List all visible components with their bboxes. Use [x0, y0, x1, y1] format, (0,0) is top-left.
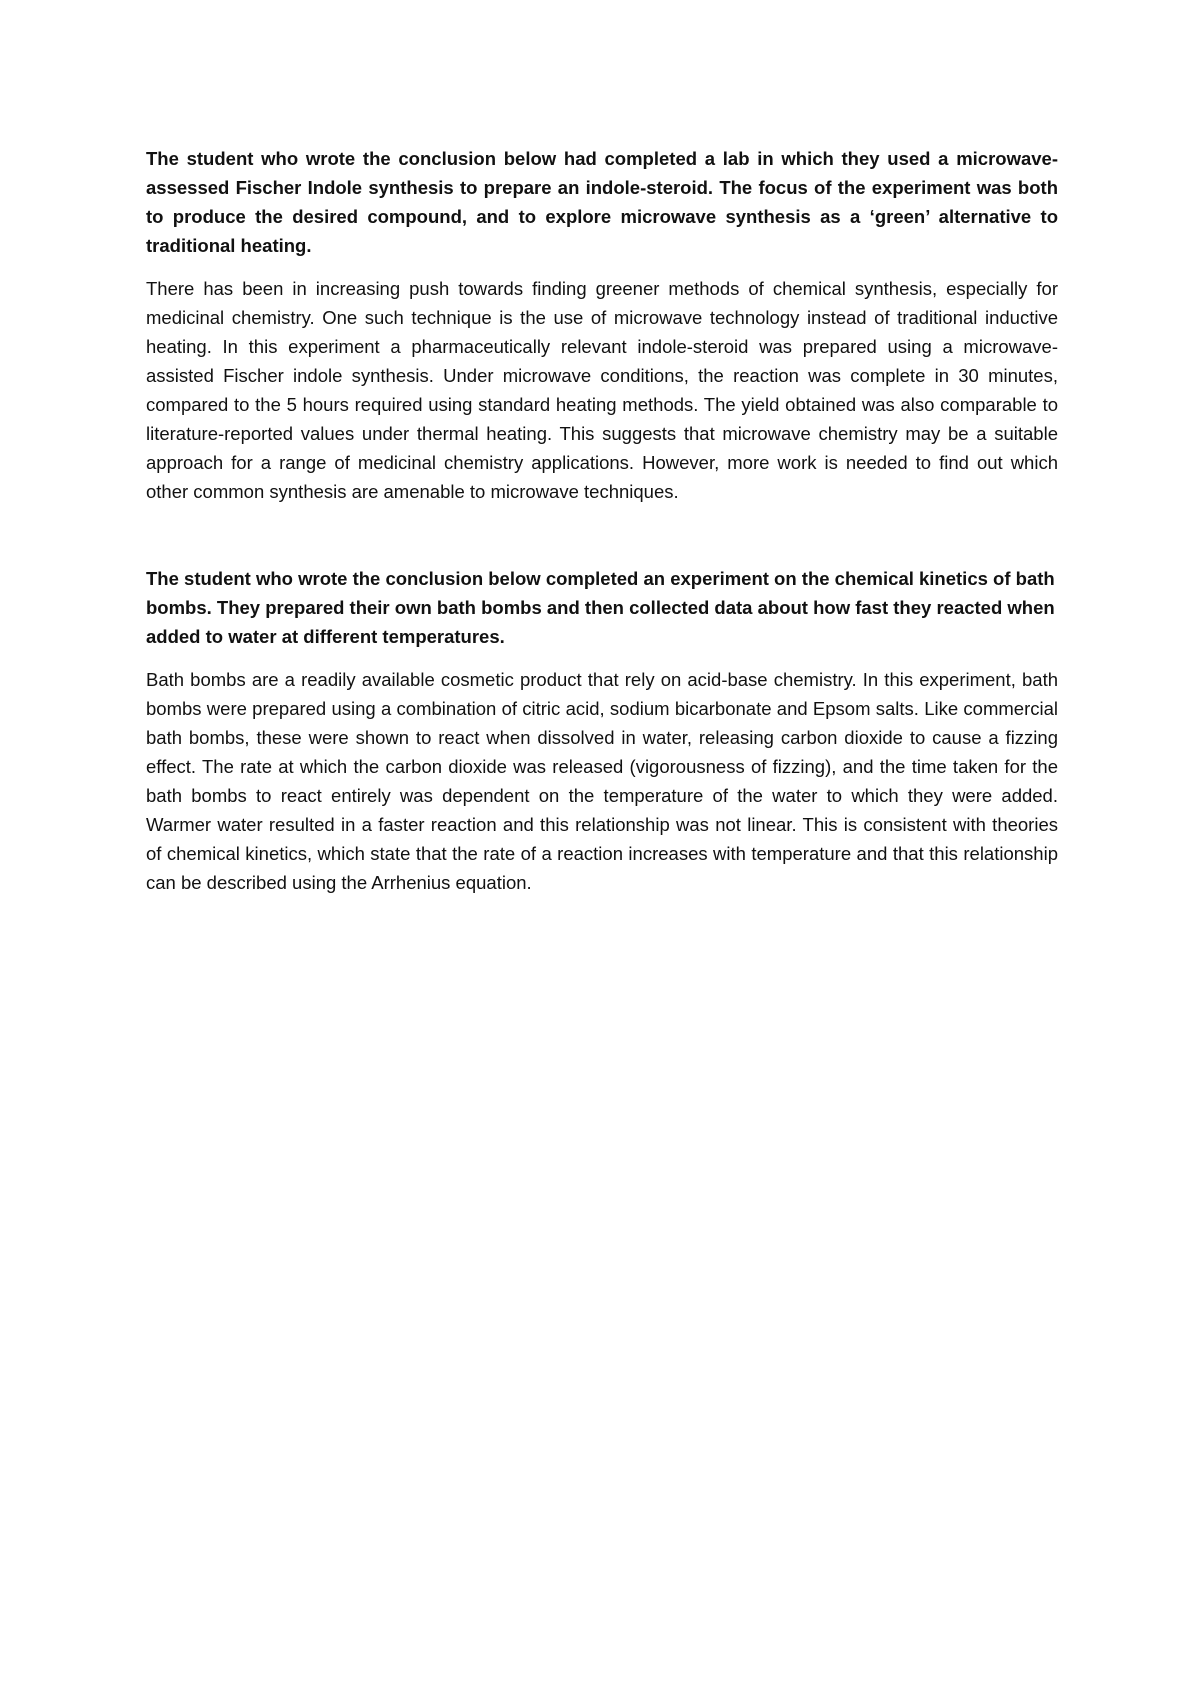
section-conclusion: There has been in increasing push towards finding greener methods of chemical synthesis, especially for medicinal chemistry. One such technique is the use of microwave technology instead of traditional inductive heating. In this experiment a pharmaceutically relevant indole-steroid was prepared using a microwave-assisted Fischer indole synthesis. Under microwave conditions, the reaction was complete in 30 minutes, compared to the 5 hours required using standard heating methods. The yield obtained was also comparable to literature-reported values under thermal heating. This suggests that microwave chemistry may be a suitable approach for a range of medicinal chemistry applications. However, more work is needed to find out which other common synthesis are amenable to microwave techniques. [146, 278, 1058, 502]
section-prompt: The student who wrote the conclusion below completed an experiment on the chemical kinetics of bath bombs. They prepared their own bath bombs and then collected data about how fast they reacted when added to water at different temperatures. [146, 568, 1055, 647]
document-content [146, 144, 1058, 897]
section-bath-bombs [146, 564, 1058, 897]
section-conclusion: Bath bombs are a readily available cosmetic product that rely on acid-base chemistry. In this experiment, bath bombs were prepared using a combination of citric acid, sodium bicarbonate and Epsom salts. Like commercial bath bombs, these were shown to react when dissolved in water, releasing carbon dioxide to cause a fizzing effect. The rate at which the carbon dioxide was released (vigorousness of fizzing), and the time taken for the bath bombs to react entirely was dependent on the temperature of the water to which they were added. Warmer water resulted in a faster reaction and this relationship was not linear. This is consistent with theories of chemical kinetics, which state that the rate of a reaction increases with temperature and that this relationship can be described using the Arrhenius equation. [146, 669, 1058, 893]
section-prompt: The student who wrote the conclusion below had completed a lab in which they used a microwave-assessed Fischer Indole synthesis to prepare an indole-steroid. The focus of the experiment was both to produce the desired compound, and to explore microwave synthesis as a ‘green’ alternative to traditional heating. [146, 148, 1058, 256]
section-microwave-indole [146, 144, 1058, 506]
